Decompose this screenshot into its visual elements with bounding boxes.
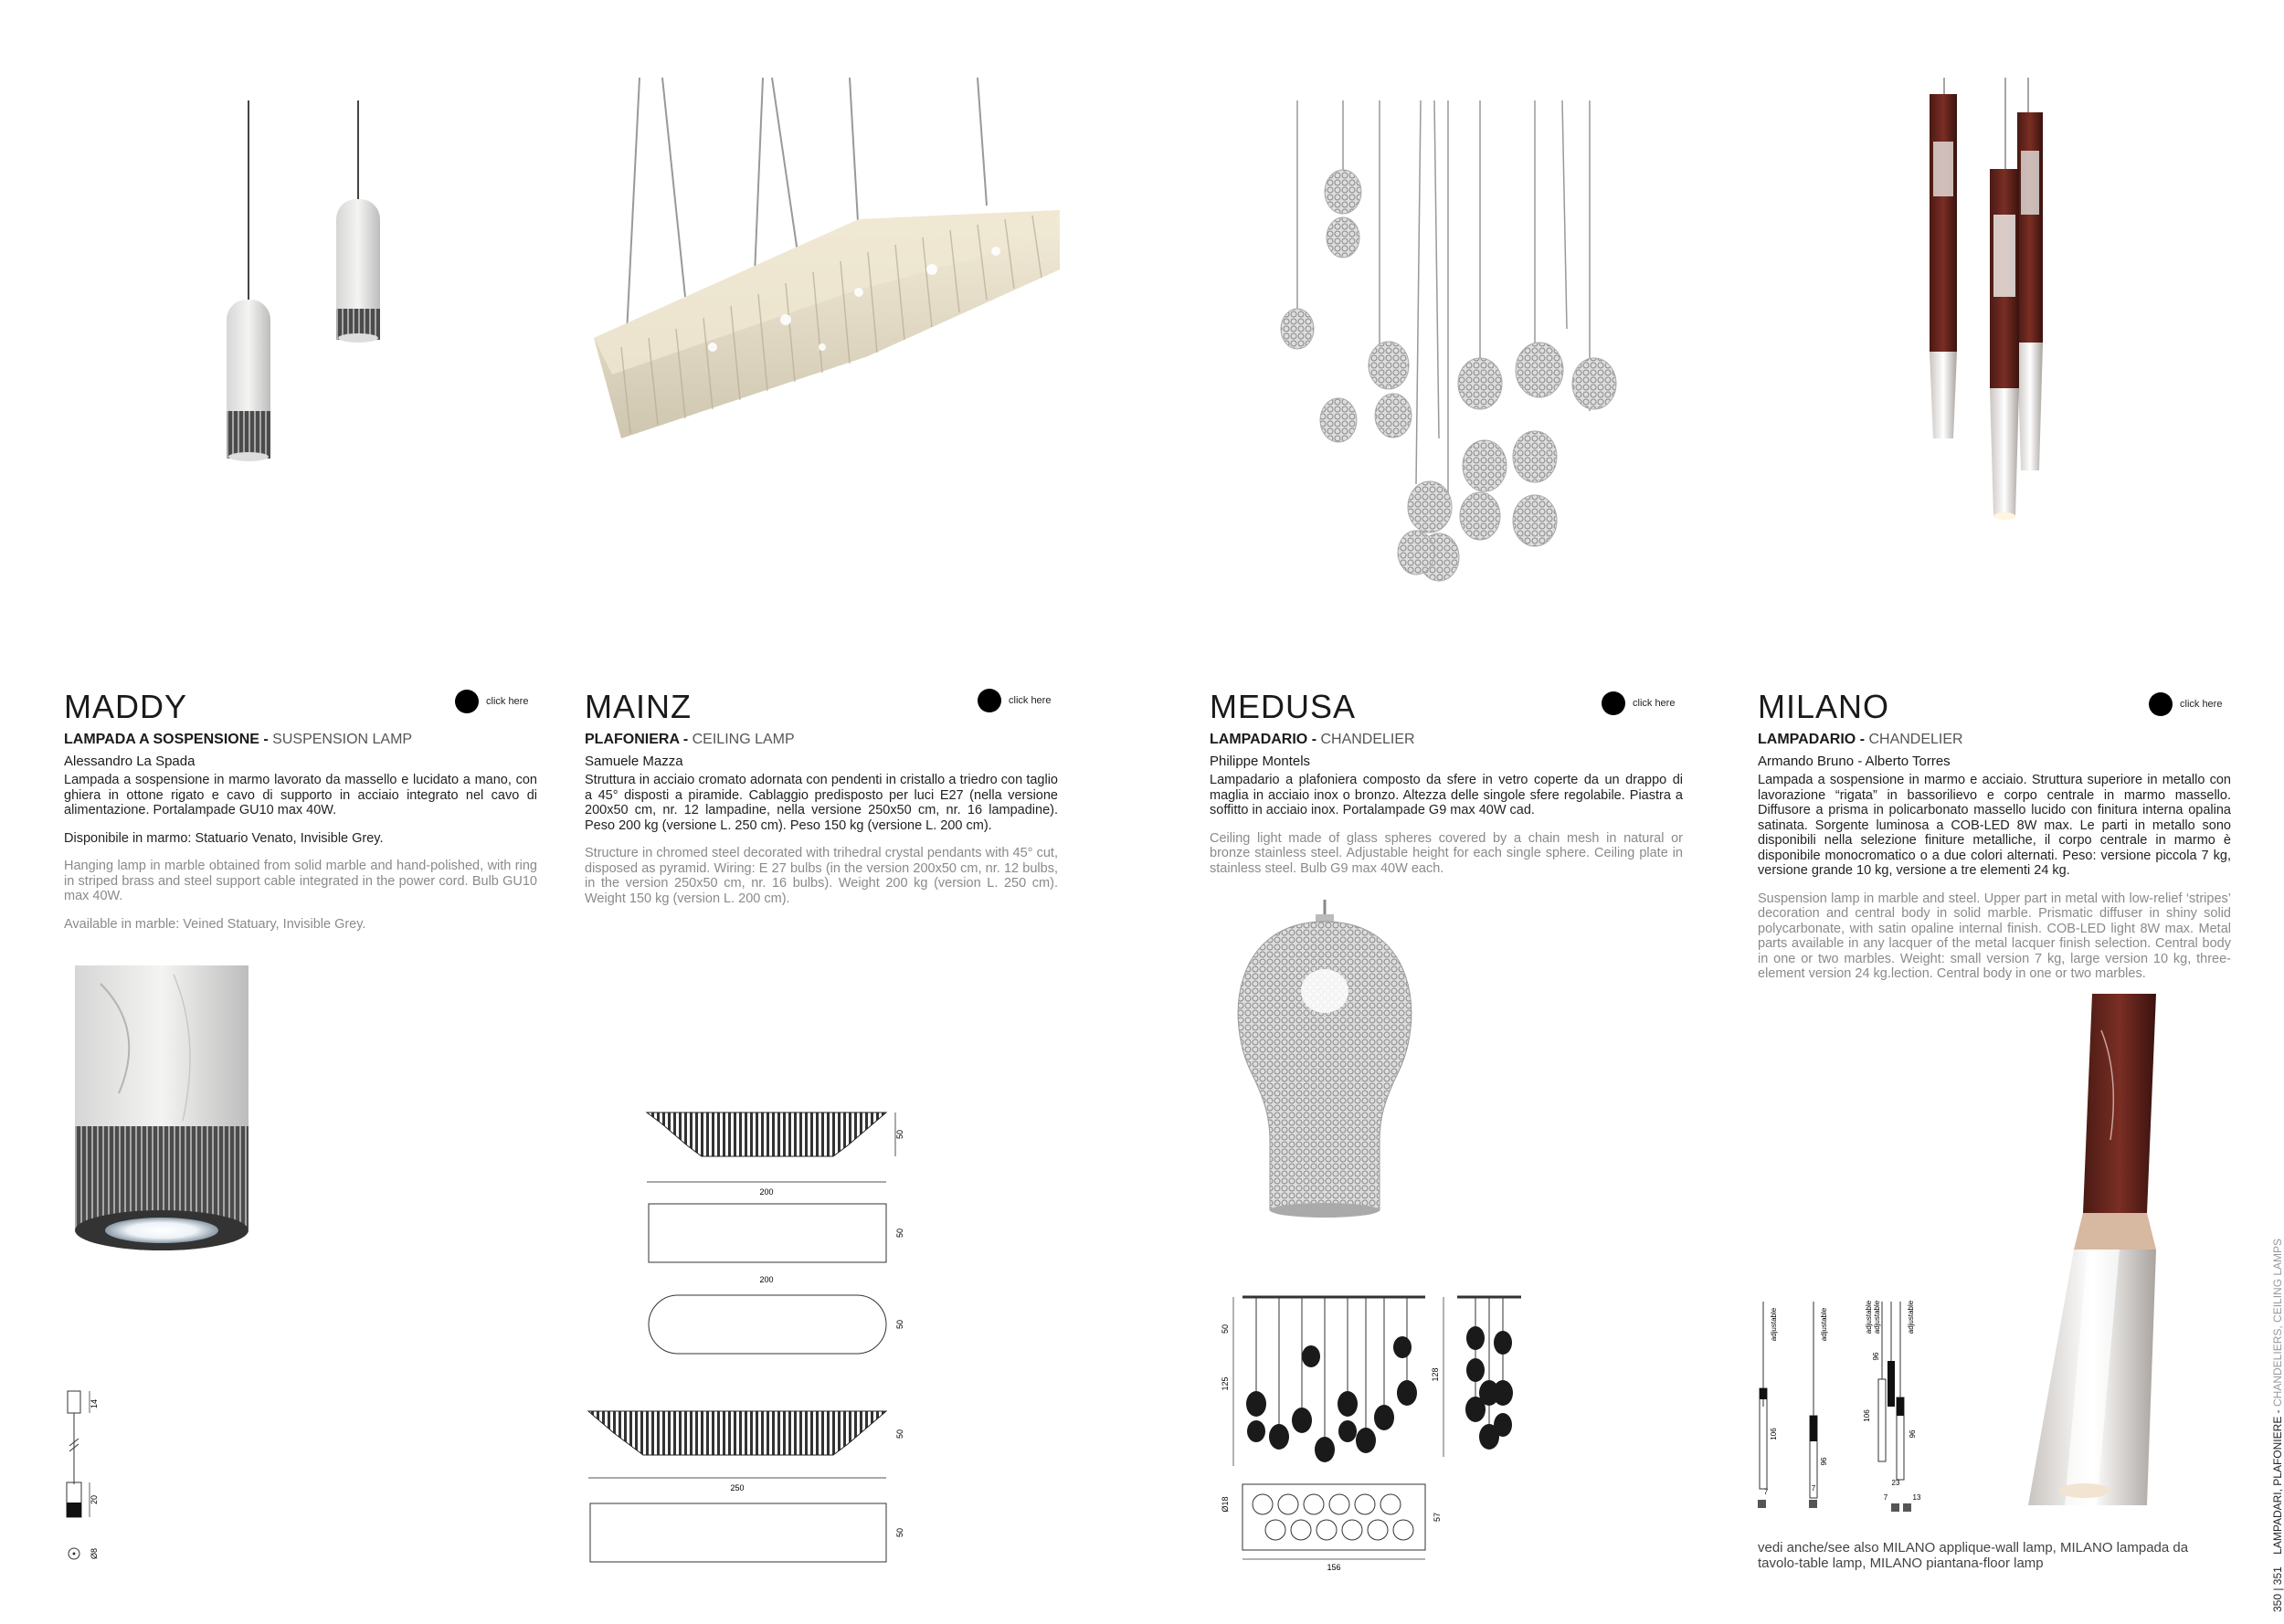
milano-chandelier-photo bbox=[1882, 78, 2110, 534]
product-title: MAINZ bbox=[585, 688, 692, 725]
product-category: LAMPADA A SOSPENSIONE - SUSPENSION LAMP bbox=[64, 732, 413, 747]
product-designer: Philippe Montels bbox=[1210, 754, 1311, 770]
dim-label: 96 bbox=[1872, 1352, 1880, 1361]
dim-label: 250 bbox=[730, 1483, 745, 1492]
description-en: Ceiling light made of glass spheres covered by a chain mesh in natural or bronze stainless steel. Adjustable height for each single sphere. Ceiling plate in stainless steel. Bulb G9 max 40W each. bbox=[1210, 830, 1683, 876]
mainz-description bbox=[585, 773, 1058, 919]
dim-label: adjustable bbox=[1907, 1300, 1915, 1334]
dim-label: 13 bbox=[1912, 1493, 1921, 1502]
dim-label: 106 bbox=[1863, 1409, 1871, 1422]
medusa-click-here-button[interactable]: click here bbox=[1602, 691, 1675, 715]
medusa-technical-drawing bbox=[1215, 1292, 1544, 1576]
milano-detail-photo bbox=[2010, 994, 2202, 1505]
dim-label: 57 bbox=[1433, 1512, 1442, 1523]
description-en: Structure in chromed steel decorated with trihedral crystal pendants with 45° cut, disposed as pyramid. Wiring: E 27 bulbs (in the version 200x50 cm, nr. 12 bulbs, in the version 250x50 cm, nr. 16 bulbs). Weight 200 kg (version L. 250 cm). Weight 150 kg (version L. 200 cm). bbox=[585, 846, 1058, 906]
description-it: Lampada a sospensione in marmo e acciaio. Struttura superiore in metallo con lavorazione “rigata” in bassorilievo e corpo centrale in marmo massello. Diffusore a prisma in policarbonato massello lucido con finitura interna opalina satinata. Sorgente luminosa a COB-LED 8W max. Le parti in metallo sono disponibili nella selezione finiture metalliche, il corpo centrale in marmo è disponibile monocromatico o a due colori alternati. Peso: versione piccola 7 kg, versione grande 10 kg, versione a tre elementi 24 kg. bbox=[1758, 773, 2231, 878]
dim-label: adjustable bbox=[1873, 1300, 1881, 1334]
description-it: Lampada a sospensione in marmo lavorato da massello e lucidato a mano, con ghiera in ottone rigato e cavo di supporto in acciaio integrato nel cavo di alimentazione. Portalampade GU10 max 40W. bbox=[64, 773, 537, 817]
section-label-it: LAMPADARI, PLAFONIERE bbox=[2271, 1416, 2284, 1555]
availability-en: Available in marble: Veined Statuary, Invisible Grey. bbox=[64, 916, 366, 932]
milano-click-here-button[interactable]: click here bbox=[2149, 692, 2222, 716]
dim-label: 125 bbox=[1221, 1376, 1230, 1391]
milano-description bbox=[1758, 773, 2231, 995]
product-category: LAMPADARIO - CHANDELIER bbox=[1758, 732, 1963, 747]
medusa-description bbox=[1210, 773, 1683, 889]
dim-label: adjustable bbox=[1820, 1307, 1828, 1342]
dim-label: 128 bbox=[1431, 1367, 1440, 1382]
medusa-chandelier-photo bbox=[1261, 91, 1699, 603]
availability-it: Disponibile in marmo: Statuario Venato, Invisible Grey. bbox=[64, 830, 384, 846]
dim-label: 7 bbox=[1763, 1488, 1769, 1496]
product-designer: Alessandro La Spada bbox=[64, 754, 196, 770]
description-en: Suspension lamp in marble and steel. Upper part in metal with low-relief ‘stripes’ decoration and central body in solid marble. Prismatic diffuser in shiny solid polycarbonate, with satin opaline internal finish. COB-LED light 8W max. Metal parts available in any lacquer of the metal lacquer finish selection. Central body in one or two marbles. Weight: small version 7 kg, large version 10 kg, three-element version 24 kg.lection. Central body in one or two marbles. bbox=[1758, 891, 2231, 981]
dim-label: 50 bbox=[1221, 1323, 1230, 1334]
dim-label: 50 bbox=[895, 1228, 904, 1239]
dim-label: 200 bbox=[759, 1187, 774, 1197]
maddy-pendant-photo bbox=[183, 91, 402, 475]
dim-label: 7 bbox=[1883, 1493, 1888, 1502]
dim-label: adjustable bbox=[1770, 1307, 1778, 1342]
dim-label: Ø18 bbox=[1221, 1496, 1230, 1513]
mainz-technical-drawing bbox=[585, 1105, 914, 1571]
milano-see-also: vedi anche/see also MILANO applique-wall lamp, MILANO lampada da tavolo-table lamp, MILANO piantana-floor lamp bbox=[1758, 1540, 2189, 1571]
medusa-detail-photo bbox=[1215, 900, 1434, 1224]
dim-label: 96 bbox=[1820, 1457, 1828, 1466]
maddy-click-here-button[interactable]: click here bbox=[455, 690, 528, 713]
maddy-description bbox=[64, 773, 537, 944]
maddy-technical-drawing bbox=[57, 1384, 111, 1571]
dim-label: 200 bbox=[759, 1275, 774, 1284]
dim-label: 96 bbox=[1909, 1429, 1917, 1439]
product-title: MADDY bbox=[64, 688, 188, 725]
side-section-label: 350 | 351 LAMPADARI, PLAFONIERE - CHANDELIERS, CEILING LAMPS bbox=[2271, 1238, 2284, 1612]
product-designer: Armando Bruno - Alberto Torres bbox=[1758, 754, 1951, 770]
description-it: Lampadario a plafoniera composto da sfere in vetro coperte da un drappo di maglia in acciaio inox o bronzo. Altezza delle singole sfere regolabile. Piastra a soffitto in acciaio inox. Portalampade G9 max 40W cad. bbox=[1210, 773, 1683, 817]
product-title: MILANO bbox=[1758, 688, 1890, 725]
description-en: Hanging lamp in marble obtained from solid marble and hand-polished, with ring in striped brass and steel support cable integrated in the power cord. Bulb GU10 max 40W. bbox=[64, 859, 537, 903]
product-category: LAMPADARIO - CHANDELIER bbox=[1210, 732, 1415, 747]
maddy-detail-photo bbox=[64, 965, 265, 1258]
mainz-click-here-button[interactable]: click here bbox=[978, 689, 1051, 712]
dim-label: Ø8 bbox=[90, 1547, 99, 1560]
dim-label: 50 bbox=[895, 1129, 904, 1140]
circle-icon bbox=[978, 689, 1001, 712]
section-label-en: CHANDELIERS, CEILING LAMPS bbox=[2271, 1238, 2284, 1407]
dim-label: 7 bbox=[1811, 1484, 1816, 1492]
dim-label: 106 bbox=[1770, 1428, 1778, 1440]
dim-label: 14 bbox=[90, 1398, 99, 1409]
dim-label: 50 bbox=[895, 1319, 904, 1330]
circle-icon bbox=[1602, 691, 1625, 715]
dim-label: 156 bbox=[1327, 1563, 1341, 1572]
page-numbers: 350 | 351 bbox=[2271, 1566, 2284, 1612]
mainz-chandelier-photo bbox=[585, 73, 1078, 457]
dim-label: 20 bbox=[90, 1494, 99, 1505]
dim-label: 50 bbox=[895, 1527, 904, 1538]
dim-label: adjustable bbox=[1865, 1300, 1873, 1334]
product-category: PLAFONIERA - CEILING LAMP bbox=[585, 732, 795, 747]
circle-icon bbox=[455, 690, 479, 713]
product-designer: Samuele Mazza bbox=[585, 754, 683, 770]
circle-icon bbox=[2149, 692, 2173, 716]
dim-label: 50 bbox=[895, 1429, 904, 1439]
product-title: MEDUSA bbox=[1210, 688, 1357, 725]
description-it: Struttura in acciaio cromato adornata con pendenti in cristallo a triedro con taglio a 45° disposti a piramide. Cablaggio predisposto per luci E27 (nella versione 200x50 cm, nr. 12 lampadine, nella versione 250x50 cm, nr. 16 lampadine). Peso 200 kg (versione L. 250 cm). Peso 150 kg (versione L. 200 cm). bbox=[585, 773, 1058, 833]
milano-technical-drawing bbox=[1754, 1297, 1937, 1516]
dim-label: 23 bbox=[1891, 1479, 1900, 1487]
